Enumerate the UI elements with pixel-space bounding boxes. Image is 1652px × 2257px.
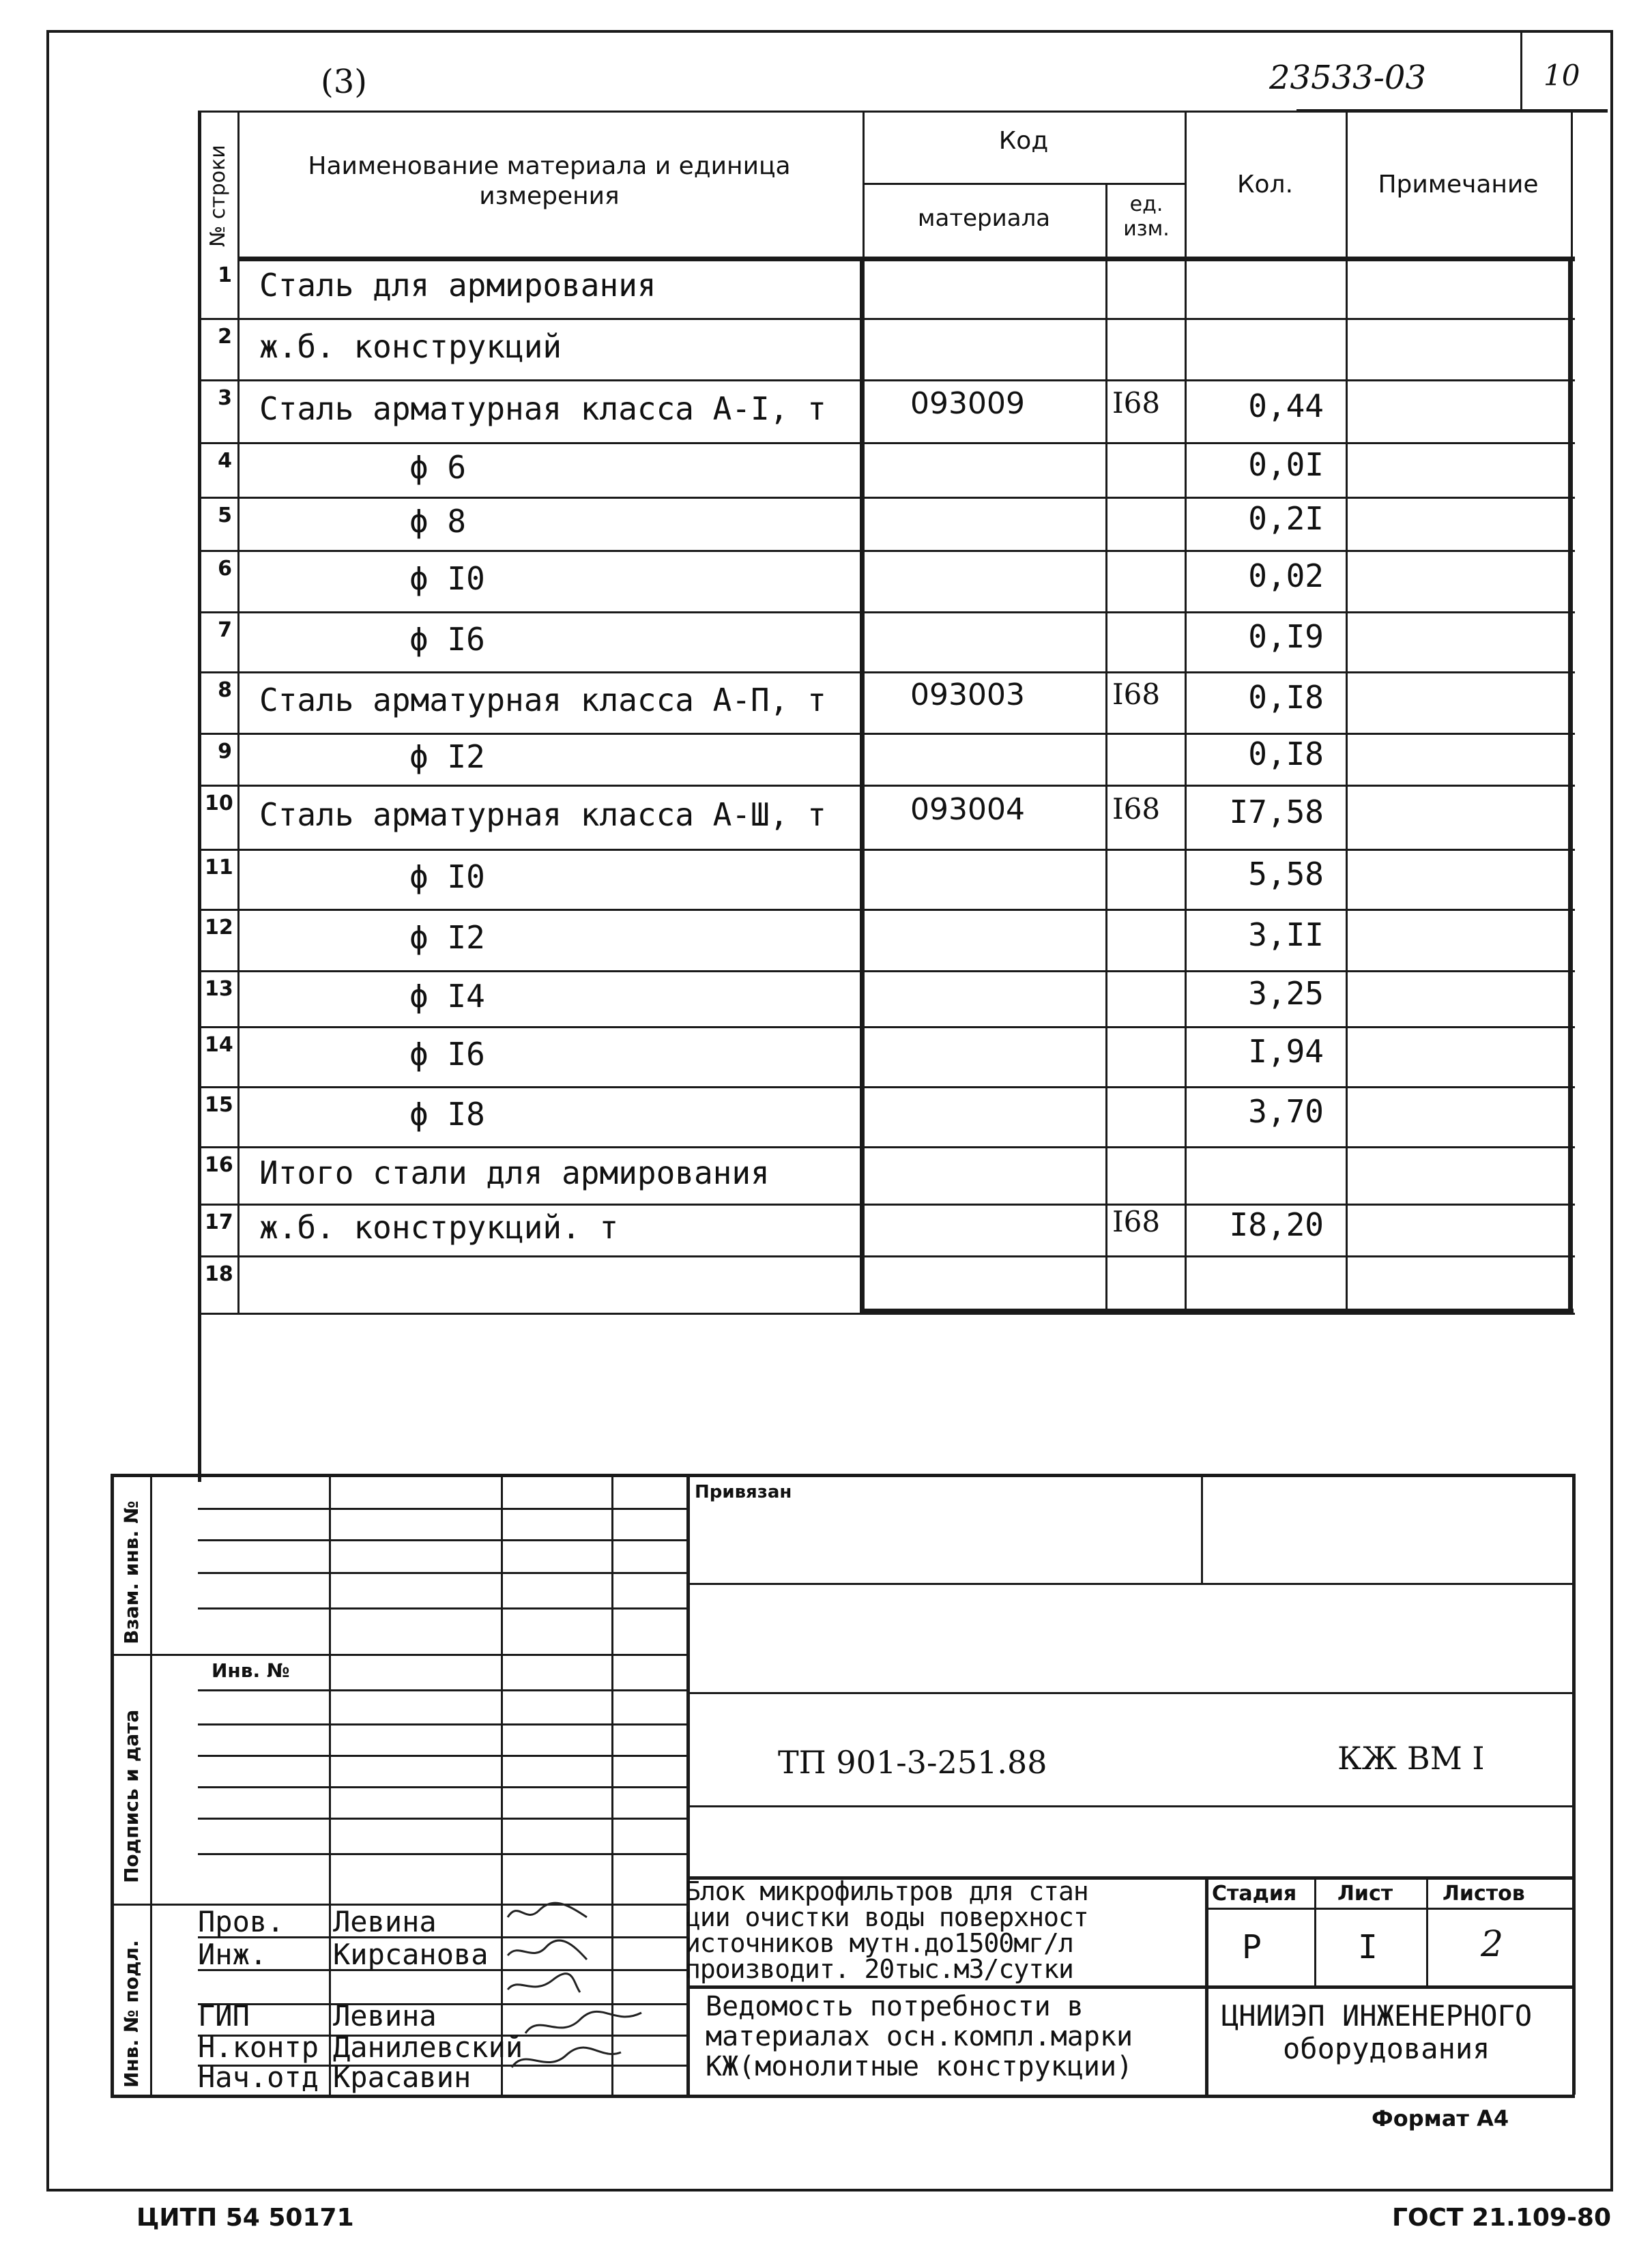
side-sep-2 — [111, 1904, 198, 1906]
row-number: 11 — [205, 856, 233, 879]
row-line — [198, 1204, 1575, 1206]
row-number: 3 — [218, 386, 232, 410]
row-unit-code: I68 — [1112, 1205, 1161, 1238]
row-name: Сталь арматурная класса А-I, т — [259, 390, 826, 427]
header-note: Примечание — [1378, 171, 1539, 199]
row-quantity: I7,58 — [1229, 793, 1324, 830]
row-line — [198, 318, 1575, 320]
row-number: 1 — [218, 263, 232, 287]
sig-grid-line — [198, 1853, 686, 1855]
side-panel-mid — [150, 1474, 152, 2095]
privyazan-label: Привязан — [695, 1482, 792, 1502]
stamp-divider — [1520, 30, 1522, 111]
row-number: 5 — [218, 504, 232, 527]
row-line — [198, 1086, 1575, 1088]
row-line — [198, 1313, 1575, 1315]
row-line — [198, 785, 1575, 787]
stage-labels-line — [1205, 1908, 1572, 1910]
row-name: ϕ I0 — [409, 560, 485, 597]
footer-right: ГОСТ 21.109-80 — [1392, 2204, 1612, 2232]
signature-role: Н.контр — [198, 2030, 319, 2064]
row-name: Сталь для армирования — [259, 267, 656, 304]
sheets-label: Листов — [1443, 1882, 1525, 1906]
row-quantity: 3,II — [1248, 916, 1324, 953]
doc-number: 23533-03 — [1269, 59, 1426, 97]
row-number: 12 — [205, 916, 233, 940]
sig-grid-line — [198, 1723, 686, 1725]
row-number: 8 — [218, 678, 232, 702]
sig-grid-line — [198, 1539, 686, 1541]
row-name: Итого стали для армирования — [259, 1154, 770, 1191]
sheets-value: 2 — [1481, 1924, 1504, 1965]
signature-role: ГИП — [198, 1999, 250, 2033]
row-name: ж.б. конструкций — [259, 328, 562, 365]
header-code: Код — [998, 127, 1049, 155]
side-panel-left — [111, 1474, 114, 2095]
signature-role: Инж. — [198, 1938, 267, 1971]
row-name: ϕ I6 — [409, 621, 485, 658]
project-title-line-4: производит. 20тыс.м3/сутки — [685, 1954, 1073, 1984]
row-line — [198, 611, 1575, 613]
signature-name: Красавин — [333, 2061, 472, 2094]
signature-name: Кирсанова — [333, 1938, 489, 1971]
tb-bottom — [686, 2095, 1575, 2098]
row-line — [198, 733, 1575, 735]
col-line-unit — [1185, 111, 1187, 1313]
project-title-line-1: Блок микрофильтров для стан — [685, 1876, 1088, 1906]
col-line-code — [1105, 183, 1107, 1313]
row-number: 13 — [205, 977, 233, 1001]
sheet-title-line-1: Ведомость потребности в — [706, 1991, 1084, 2022]
row-quantity: 0,02 — [1248, 557, 1324, 594]
sheet-sheets-div — [1426, 1876, 1428, 1985]
doc-code: ТП 901-3-251.88 — [778, 1744, 1047, 1781]
row-material-code: 093009 — [910, 386, 1025, 421]
page-number: 10 — [1544, 59, 1580, 92]
row-quantity: 0,44 — [1248, 388, 1324, 424]
sig-grid-line — [198, 1607, 686, 1610]
label-inv-podl: Инв. № подл. — [120, 1940, 143, 2088]
header-code-material: материала — [917, 205, 1051, 232]
row-name: ϕ 6 — [409, 449, 467, 486]
row-line — [198, 1146, 1575, 1148]
sig-grid-line — [198, 1818, 686, 1820]
row-line — [198, 970, 1575, 972]
row-number: 16 — [205, 1153, 233, 1177]
row-line — [198, 671, 1575, 673]
footer-left: ЦИТП 54 50171 — [136, 2204, 354, 2232]
row-number: 18 — [205, 1262, 233, 1286]
row-name: ϕ I0 — [409, 858, 485, 895]
row-unit-code: I68 — [1112, 678, 1161, 711]
tb-line-5 — [686, 1985, 1575, 1989]
signature-name: Левина — [333, 1905, 437, 1938]
row-material-code: 093003 — [910, 678, 1025, 712]
stage-value: Р — [1242, 1928, 1262, 1966]
data-left-thick — [860, 257, 865, 1311]
row-name: ϕ I4 — [409, 978, 485, 1015]
doc-mark: КЖ ВМ I — [1337, 1740, 1485, 1777]
row-number: 4 — [218, 449, 232, 473]
sig-grid-line — [198, 1654, 686, 1656]
signature-role: Пров. — [198, 1905, 285, 1938]
tb-line-3 — [686, 1805, 1575, 1807]
row-line — [198, 379, 1575, 381]
row-name: Сталь арматурная класса А-П, т — [259, 682, 826, 718]
tb-right — [1572, 1474, 1576, 2095]
row-quantity: 0,I9 — [1248, 618, 1324, 655]
project-title-line-2: ции очистки воды поверхност — [685, 1902, 1088, 1932]
row-number: 15 — [205, 1093, 233, 1117]
row-line — [198, 1255, 1575, 1257]
sig-grid-line — [198, 1689, 686, 1691]
tb-line-1 — [686, 1583, 1575, 1585]
row-quantity: 0,I8 — [1248, 679, 1324, 716]
header-row-no: № строки — [206, 145, 230, 247]
row-quantity: I8,20 — [1229, 1206, 1324, 1243]
sig-grid-line — [198, 1508, 686, 1510]
inv-no-label: Инв. № — [212, 1659, 290, 1682]
table-top — [198, 111, 1608, 113]
sig-grid-line — [198, 1786, 686, 1788]
row-number: 7 — [218, 618, 232, 642]
side-sep-1 — [111, 1654, 198, 1656]
row-number: 6 — [218, 557, 232, 581]
stage-label: Стадия — [1212, 1882, 1297, 1906]
row-name: ϕ 8 — [409, 503, 467, 540]
sig-grid-line — [198, 1572, 686, 1574]
row-material-code: 093004 — [910, 792, 1025, 827]
left-border — [198, 111, 201, 1482]
row-number: 2 — [218, 325, 232, 349]
sig-grid-line — [198, 1755, 686, 1757]
org-line-2: оборудования — [1283, 2032, 1490, 2065]
row-name: ϕ I2 — [409, 738, 485, 775]
row-line — [198, 909, 1575, 911]
col-line-qty — [1346, 111, 1348, 1313]
row-quantity: 3,25 — [1248, 975, 1324, 1012]
row-number: 14 — [205, 1033, 233, 1057]
signature-name: Левина — [333, 1999, 437, 2033]
sheet-title-line-3: КЖ(монолитные конструкции) — [706, 2051, 1133, 2082]
row-name: ϕ I6 — [409, 1036, 485, 1073]
tb-line-2 — [686, 1692, 1575, 1694]
row-name: ϕ I8 — [409, 1096, 485, 1133]
header-qty: Кол. — [1236, 171, 1294, 199]
signature-role: Нач.отд — [198, 2061, 319, 2094]
signature-name: Данилевский — [333, 2030, 523, 2064]
row-line — [198, 849, 1575, 851]
row-number: 9 — [218, 740, 232, 763]
col-line-rowno — [237, 111, 240, 1313]
signature-marks — [498, 1897, 703, 2101]
sheet-label: Лист — [1337, 1882, 1393, 1906]
row-quantity: 5,58 — [1248, 856, 1324, 892]
row-quantity: 0,2I — [1248, 500, 1324, 537]
row-unit-code: I68 — [1112, 386, 1161, 420]
row-quantity: 0,I8 — [1248, 736, 1324, 772]
privyazan-divider — [1201, 1474, 1203, 1583]
row-name: ϕ I2 — [409, 919, 485, 956]
row-name: ж.б. конструкций. т — [259, 1209, 619, 1246]
sheet-value: I — [1358, 1928, 1378, 1966]
data-right-thick — [1568, 257, 1573, 1311]
stage-sheet-div — [1314, 1876, 1316, 1985]
data-top — [237, 257, 1575, 261]
row-line — [198, 550, 1575, 552]
sig-col-1 — [329, 1474, 331, 2095]
row-line — [198, 442, 1575, 444]
row-line — [198, 497, 1575, 499]
header-code-unit: ед. изм. — [1123, 192, 1170, 241]
row-number: 10 — [205, 791, 233, 815]
label-vzam-inv: Взам. инв. № — [120, 1500, 143, 1644]
row-number: 17 — [205, 1210, 233, 1234]
row-name: Сталь арматурная класса А-Ш, т — [259, 796, 826, 833]
row-unit-code: I68 — [1112, 792, 1161, 826]
row-quantity: 3,70 — [1248, 1093, 1324, 1130]
format-label: Формат А4 — [1372, 2106, 1509, 2131]
org-line-1: ЦНИИЭП ИНЖЕНЕРНОГО — [1221, 1999, 1533, 2033]
sheet-title-line-2: материалах осн.компл.марки — [706, 2021, 1133, 2052]
row-quantity: I,94 — [1248, 1033, 1324, 1070]
row-line — [198, 1026, 1575, 1028]
sheet-marker: (3) — [321, 63, 367, 101]
header-name: Наименование материала и единица измерения — [308, 152, 791, 210]
code-subheader-line — [863, 183, 1185, 185]
row-quantity: 0,0I — [1248, 446, 1324, 483]
label-podpis-data: Подпись и дата — [120, 1709, 143, 1883]
project-title-line-3: источников мутн.до1500мг/л — [685, 1928, 1073, 1958]
